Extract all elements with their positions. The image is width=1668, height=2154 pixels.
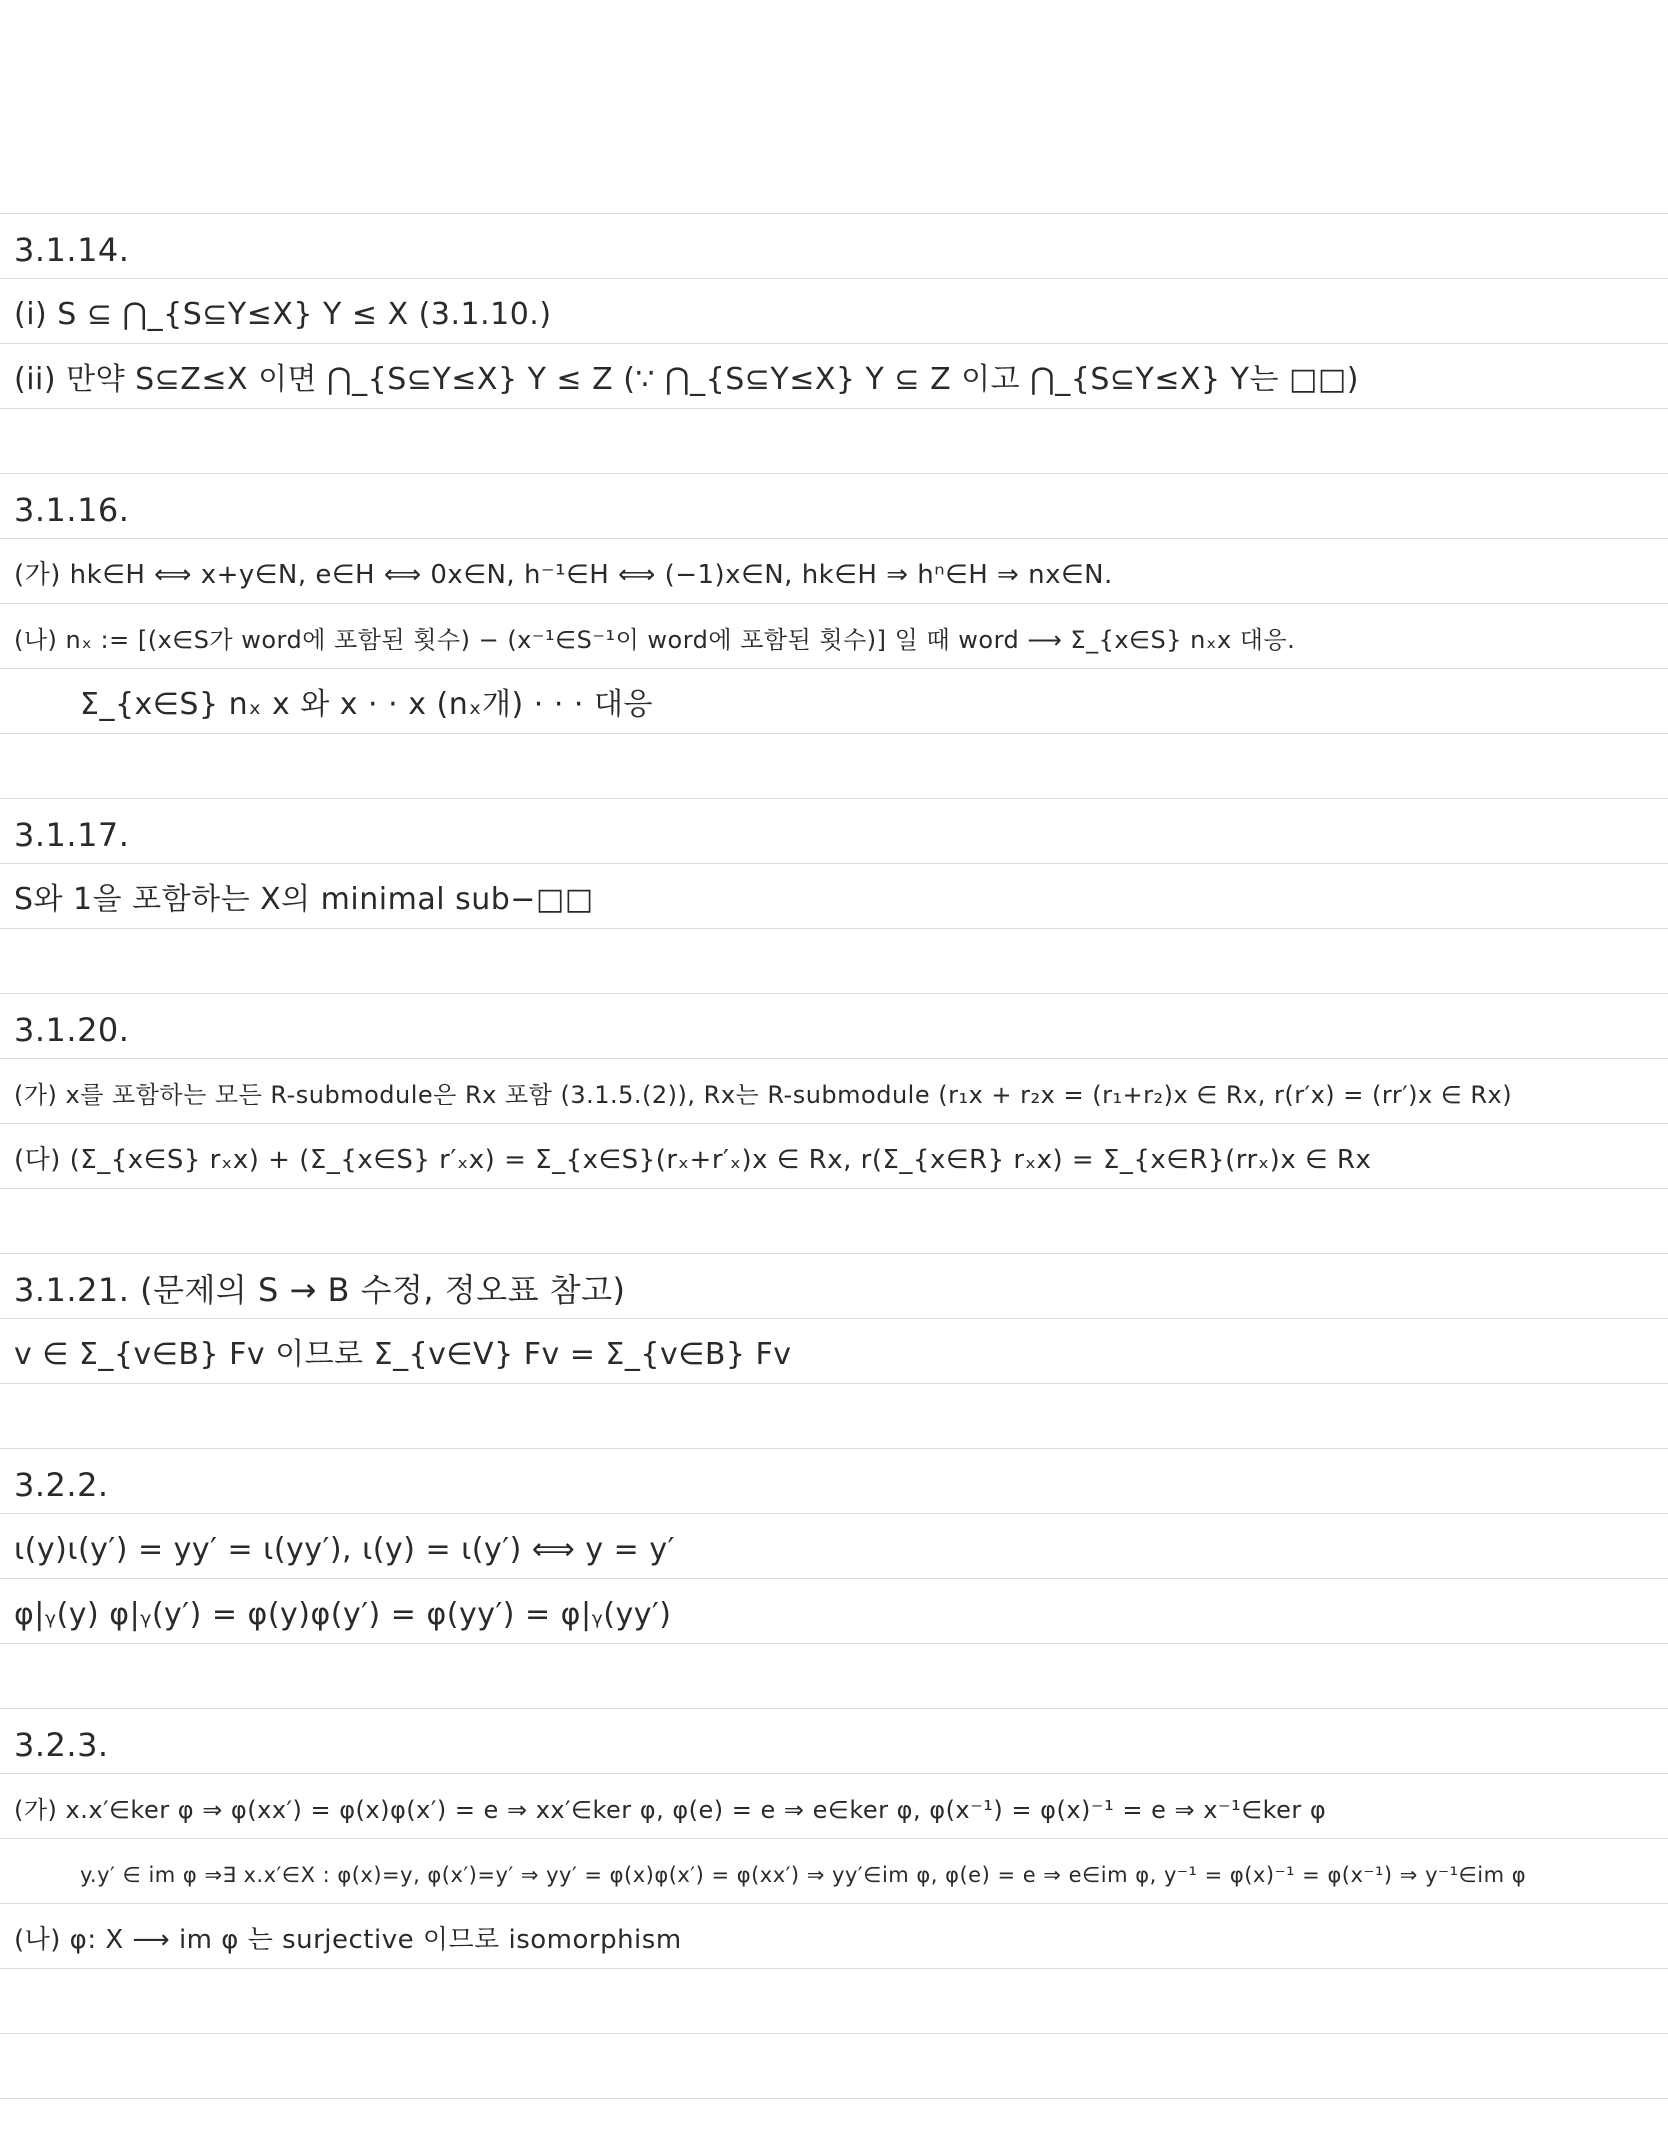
note-line: (가) x.x′∈ker φ ⇒ φ(xx′) = φ(x)φ(x′) = e ⇒ xx′∈ker φ, φ(e) = e ⇒ e∈ker φ, φ(x⁻¹) = φ(x)⁻¹ = e ⇒ x⁻¹∈ker φ: [14, 1796, 1327, 1824]
ruled-line: [0, 668, 1668, 669]
note-line: (나) nₓ := [(x∈S가 word에 포함된 횟수) − (x⁻¹∈S⁻¹이 word에 포함된 횟수)] 일 때 word ⟶ Σ_{x∈S} nₓx 대응.: [14, 626, 1296, 654]
ruled-line: [0, 1058, 1668, 1059]
note-line: v ∈ Σ_{v∈B} Fv 이므로 Σ_{v∈V} Fv = Σ_{v∈B} Fv: [14, 1337, 792, 1372]
ruled-line: [0, 733, 1668, 734]
ruled-line: [0, 343, 1668, 344]
section-heading: 3.1.14.: [14, 231, 130, 269]
note-line: (ii) 만약 S⊆Z≤X 이면 ⋂_{S⊆Y≤X} Y ≤ Z (∵ ⋂_{S⊆Y≤X} Y ⊆ Z 이고 ⋂_{S⊆Y≤X} Y는 □□): [14, 362, 1359, 397]
ruled-line: [0, 1773, 1668, 1774]
ruled-line: [0, 1383, 1668, 1384]
section-heading: 3.1.20.: [14, 1011, 130, 1049]
ruled-line: [0, 1578, 1668, 1579]
ruled-line: [0, 928, 1668, 929]
ruled-line: [0, 278, 1668, 279]
note-line: ι(y)ι(y′) = yy′ = ι(yy′), ι(y) = ι(y′) ⟺ y = y′: [14, 1532, 675, 1567]
ruled-line: [0, 1708, 1668, 1709]
note-line: (가) hk∈H ⟺ x+y∈N, e∈H ⟺ 0x∈N, h⁻¹∈H ⟺ (−1)x∈N, hk∈H ⇒ hⁿ∈H ⇒ nx∈N.: [14, 560, 1113, 590]
note-line: (가) x를 포함하는 모든 R-submodule은 Rx 포함 (3.1.5.(2)), Rx는 R-submodule (r₁x + r₂x = (r₁+r₂)x ∈ Rx, r(r′x) = (rr′)x ∈ Rx): [14, 1081, 1513, 1109]
section-heading: 3.2.2.: [14, 1466, 109, 1504]
note-line: (다) (Σ_{x∈S} rₓx) + (Σ_{x∈S} r′ₓx) = Σ_{x∈S}(rₓ+r′ₓ)x ∈ Rx, r(Σ_{x∈R} rₓx) = Σ_{x∈R}(rrₓ)x ∈ Rx: [14, 1145, 1372, 1175]
ruled-line: [0, 473, 1668, 474]
ruled-line: [0, 1448, 1668, 1449]
note-line: φ|ᵧ(y) φ|ᵧ(y′) = φ(y)φ(y′) = φ(yy′) = φ|ᵧ(yy′): [14, 1597, 672, 1632]
section-heading: 3.1.21. (문제의 S → B 수정, 정오표 참고): [14, 1271, 626, 1309]
ruled-line: [0, 1968, 1668, 1969]
ruled-line: [0, 603, 1668, 604]
ruled-line: [0, 2098, 1668, 2099]
section-heading: 3.1.16.: [14, 491, 130, 529]
section-heading: 3.2.3.: [14, 1726, 109, 1764]
ruled-line: [0, 798, 1668, 799]
ruled-line: [0, 1318, 1668, 1319]
ruled-line: [0, 993, 1668, 994]
ruled-line: [0, 2033, 1668, 2034]
note-line: S와 1을 포함하는 X의 minimal sub−□□: [14, 882, 594, 917]
ruled-line: [0, 538, 1668, 539]
ruled-line: [0, 863, 1668, 864]
ruled-line: [0, 1838, 1668, 1839]
ruled-line: [0, 1123, 1668, 1124]
ruled-line: [0, 213, 1668, 214]
ruled-line: [0, 408, 1668, 409]
ruled-line: [0, 1643, 1668, 1644]
ruled-line: [0, 1903, 1668, 1904]
note-line: (i) S ⊆ ⋂_{S⊆Y≤X} Y ≤ X (3.1.10.): [14, 297, 552, 332]
note-line: (나) φ: X ⟶ im φ 는 surjective 이므로 isomorphism: [14, 1925, 682, 1955]
note-line: Σ_{x∈S} nₓ x 와 x · · x (nₓ개) · · · 대응: [80, 687, 653, 722]
note-line: y.y′ ∈ im φ ⇒∃ x.x′∈X : φ(x)=y, φ(x′)=y′ ⇒ yy′ = φ(x)φ(x′) = φ(xx′) ⇒ yy′∈im φ, φ(e) = e ⇒ e∈im φ, y⁻¹ = φ(x)⁻¹ = φ(x⁻¹) ⇒ y⁻¹∈im φ: [80, 1863, 1527, 1887]
ruled-line: [0, 1188, 1668, 1189]
ruled-line: [0, 1513, 1668, 1514]
section-heading: 3.1.17.: [14, 816, 130, 854]
ruled-line: [0, 1253, 1668, 1254]
